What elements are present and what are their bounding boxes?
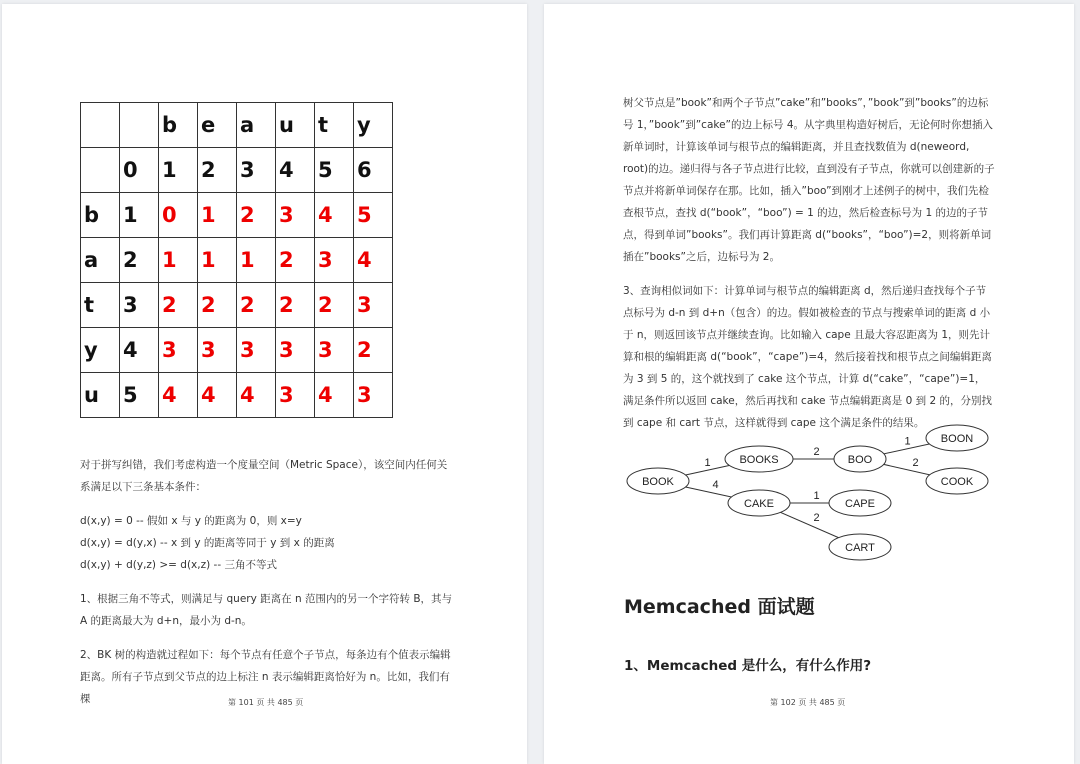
table-cell: 1 xyxy=(198,193,237,238)
table-cell: 5 xyxy=(120,373,159,418)
table-cell: 3 xyxy=(354,283,393,328)
table-cell: t xyxy=(315,103,354,148)
table-cell: 4 xyxy=(276,148,315,193)
table-row xyxy=(81,238,393,283)
table-cell: 5 xyxy=(354,193,393,238)
node-label: BOOK xyxy=(642,476,674,488)
table-cell: a xyxy=(81,238,120,283)
table-cell: 1 xyxy=(159,238,198,283)
table-cell: 3 xyxy=(276,373,315,418)
section-heading: Memcached 面试题 xyxy=(624,596,815,618)
right-text xyxy=(623,92,995,434)
table-cell: 3 xyxy=(120,283,159,328)
paragraph: d(x,y) + d(y,z) >= d(x,z) -- 三角不等式 xyxy=(80,559,277,571)
table-cell: 4 xyxy=(198,373,237,418)
edge-label: 2 xyxy=(813,512,820,524)
table-cell xyxy=(81,103,120,148)
table-cell: 2 xyxy=(120,238,159,283)
node-label: BOO xyxy=(847,454,873,466)
table-cell: t xyxy=(81,283,120,328)
paragraph: d(x,y) = 0 -- 假如 x 与 y 的距离为 0，则 x=y xyxy=(80,515,302,527)
table-cell: 4 xyxy=(354,238,393,283)
bk-tree-diagram xyxy=(544,414,1074,569)
table-cell: 2 xyxy=(159,283,198,328)
table-cell: 3 xyxy=(354,373,393,418)
table-cell: 4 xyxy=(237,373,276,418)
node-label: BOOKS xyxy=(739,454,779,466)
table-row xyxy=(81,283,393,328)
table-cell: 3 xyxy=(276,193,315,238)
table-cell: 2 xyxy=(315,283,354,328)
edge-label: 1 xyxy=(813,490,820,502)
table-cell: e xyxy=(198,103,237,148)
edge-label: 4 xyxy=(712,479,719,491)
table-cell xyxy=(120,103,159,148)
table-cell: 2 xyxy=(198,148,237,193)
table-cell: 0 xyxy=(159,193,198,238)
table-row xyxy=(81,148,393,193)
table-cell: 5 xyxy=(315,148,354,193)
paragraph: 2、BK 树的构造就过程如下：每个节点有任意个子节点，每条边有个值表示编辑距离。所有子节点到父节点的边上标注 n 表示编辑距离恰好为 n。比如，我们有棵 xyxy=(80,649,451,705)
table-cell: 4 xyxy=(315,373,354,418)
table-cell: u xyxy=(81,373,120,418)
table-cell: 3 xyxy=(276,328,315,373)
paragraph: 树父节点是”book”和两个子节点”cake”和”books”，”book”到”books”的边标号 1，”book”到”cake”的边上标号 4。从字典里构造好树后，无论何时你想插入新单词时，计算该单词与根节点的编辑距离，并且查找数值为 d(neweord, root)的边。递归得与各子节点进行比较，直到没有子节点，你就可以创建新的子节点并将新单词保存在那。比如，插入”boo”到刚才上述例子的树中，我们先检查根节点，查找 d(“book”，“boo”) = 1 的边，然后检查标号为 1 的边的子节点，得到单词”books”。我们再计算距离 d(“books”，“boo”)=2，则将新单词插在”books”之后，边标号为 2。 xyxy=(623,97,995,263)
table-cell: 3 xyxy=(237,328,276,373)
edge-label: 1 xyxy=(704,457,711,469)
table-cell: 3 xyxy=(159,328,198,373)
left-text xyxy=(80,454,455,710)
table-cell: 3 xyxy=(315,238,354,283)
table-row xyxy=(81,373,393,418)
table-cell: 4 xyxy=(159,373,198,418)
edge-label: 2 xyxy=(912,457,919,469)
table-cell xyxy=(81,148,120,193)
table-cell: y xyxy=(354,103,393,148)
table-cell: 2 xyxy=(354,328,393,373)
table-cell: 2 xyxy=(198,283,237,328)
table-cell: 1 xyxy=(198,238,237,283)
page-footer: 第 101 页 共 485 页 xyxy=(228,698,304,707)
table-cell: 2 xyxy=(276,283,315,328)
node-label: CAKE xyxy=(744,498,774,510)
page-101 xyxy=(2,4,527,764)
table-cell: 2 xyxy=(237,283,276,328)
table-cell: u xyxy=(276,103,315,148)
node-label: CART xyxy=(845,542,875,554)
node-label: BOON xyxy=(940,433,974,445)
table-cell: 3 xyxy=(198,328,237,373)
table-cell: 1 xyxy=(159,148,198,193)
table-cell: b xyxy=(159,103,198,148)
table-cell: 1 xyxy=(120,193,159,238)
node-label: COOK xyxy=(940,476,974,488)
edit-distance-table xyxy=(80,102,393,418)
paragraph: 对于拼写纠错，我们考虑构造一个度量空间（Metric Space），该空间内任何关系满足以下三条基本条件： xyxy=(80,459,448,493)
paragraph: 3、查询相似词如下：计算单词与根节点的编辑距离 d，然后递归查找每个子节点标号为 d-n 到 d+n（包含）的边。假如被检查的节点与搜索单词的距离 d 小于 n，则返回该节点并继续查询。比如输入 cape 且最大容忍距离为 1，则先计算和根的编辑距离 d(“book”，“cape”)=4，然后接着找和根节点之间编辑距离为 3 到 5 的，这个就找到了 cake 这个节点，计算 d(“cake”，“cape”)=1，满足条件所以返回 cake，然后再找和 cake 节点编辑距离是 0 到 2 的，分别找到 cape 和 cart 节点，这样就得到 cape 这个满足条件的结果。 xyxy=(623,285,992,429)
table-row xyxy=(81,193,393,238)
node-label: CAPE xyxy=(845,498,875,510)
table-cell: b xyxy=(81,193,120,238)
table-cell: 1 xyxy=(237,238,276,283)
subheading: 1、Memcached 是什么，有什么作用? xyxy=(624,658,872,674)
paragraph: d(x,y) = d(y,x) -- x 到 y 的距离等同于 y 到 x 的距离 xyxy=(80,537,335,549)
table-cell: 4 xyxy=(315,193,354,238)
table-row xyxy=(81,103,393,148)
table-cell: 3 xyxy=(315,328,354,373)
page-footer: 第 102 页 共 485 页 xyxy=(770,698,846,707)
edge-label: 2 xyxy=(813,446,820,458)
table-cell: 4 xyxy=(120,328,159,373)
table-cell: a xyxy=(237,103,276,148)
table-cell: 2 xyxy=(276,238,315,283)
page-102 xyxy=(544,4,1074,764)
edge-label: 1 xyxy=(904,435,911,448)
table-row xyxy=(81,328,393,373)
table-cell: 2 xyxy=(237,193,276,238)
table-cell: 3 xyxy=(237,148,276,193)
table-cell: 6 xyxy=(354,148,393,193)
table-cell: y xyxy=(81,328,120,373)
table-cell: 0 xyxy=(120,148,159,193)
paragraph: 1、根据三角不等式，则满足与 query 距离在 n 范围内的另一个字符转 B，其与 A 的距离最大为 d+n，最小为 d-n。 xyxy=(80,593,453,627)
